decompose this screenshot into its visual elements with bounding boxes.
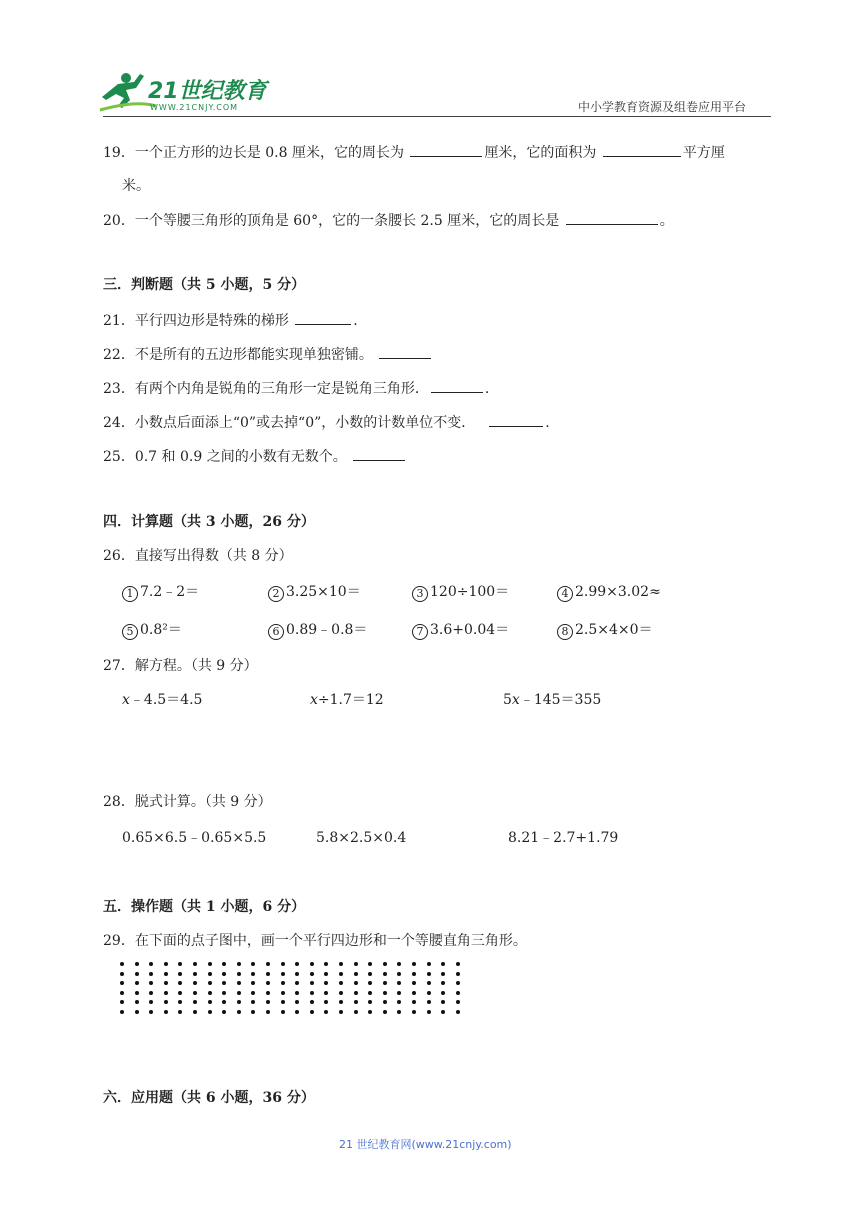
grid-dot xyxy=(178,981,182,985)
grid-dot xyxy=(383,1000,387,1004)
calc-item-4: 4 2.99×3.02≈ xyxy=(557,582,661,602)
grid-dot xyxy=(339,1000,343,1004)
grid-dot xyxy=(251,1000,255,1004)
grid-dot xyxy=(427,972,431,976)
grid-dot xyxy=(368,981,372,985)
grid-dot xyxy=(397,1000,401,1004)
grid-dot xyxy=(324,1000,328,1004)
grid-dot xyxy=(339,1010,343,1014)
grid-dot xyxy=(339,981,343,985)
calc-item-2: 2 3.25×10＝ xyxy=(268,582,361,602)
dot-grid[interactable] xyxy=(120,962,476,1016)
grid-dot xyxy=(281,991,285,995)
grid-dot xyxy=(135,1000,139,1004)
section-5-heading: 五．操作题（共 1 小题，6 分） xyxy=(103,899,306,915)
grid-dot xyxy=(208,1010,212,1014)
grid-dot xyxy=(456,962,460,966)
grid-dot xyxy=(164,962,168,966)
question-27: 27．解方程。（共 9 分） xyxy=(103,658,258,674)
grid-dot xyxy=(237,991,241,995)
grid-dot xyxy=(251,962,255,966)
grid-dot xyxy=(149,972,153,976)
question-19-cont: 米。 xyxy=(122,178,150,194)
grid-dot xyxy=(120,981,124,985)
grid-dot xyxy=(222,981,226,985)
grid-dot xyxy=(193,981,197,985)
calc-item-7: 7 3.6+0.04＝ xyxy=(412,620,509,640)
grid-dot xyxy=(310,991,314,995)
section-3-heading: 三．判断题（共 5 小题，5 分） xyxy=(103,277,306,293)
grid-dot xyxy=(178,991,182,995)
grid-dot xyxy=(310,1010,314,1014)
platform-title: 中小学教育资源及组卷应用平台 xyxy=(578,100,747,114)
grid-dot xyxy=(397,981,401,985)
question-21: 21．平行四边形是特殊的梯形 . xyxy=(103,310,358,331)
grid-dot xyxy=(368,991,372,995)
grid-dot xyxy=(324,972,328,976)
equation-2: x÷1.7＝12 xyxy=(310,692,384,708)
grid-dot xyxy=(222,1010,226,1014)
grid-dot xyxy=(178,962,182,966)
section-6-heading: 六．应用题（共 6 小题，36 分） xyxy=(103,1090,315,1106)
grid-dot xyxy=(412,981,416,985)
question-24: 24．小数点后面添上“0”或去掉“0”，小数的计数单位不变． . xyxy=(103,412,550,433)
grid-dot xyxy=(427,1010,431,1014)
grid-dot xyxy=(295,981,299,985)
grid-dot xyxy=(120,962,124,966)
grid-dot xyxy=(237,962,241,966)
grid-dot xyxy=(120,1000,124,1004)
grid-dot xyxy=(383,1010,387,1014)
grid-dot xyxy=(135,1010,139,1014)
grid-dot xyxy=(208,972,212,976)
grid-dot xyxy=(441,991,445,995)
grid-dot xyxy=(427,981,431,985)
grid-dot xyxy=(251,1010,255,1014)
grid-dot xyxy=(310,1000,314,1004)
grid-dot xyxy=(193,972,197,976)
grid-dot xyxy=(295,972,299,976)
grid-dot xyxy=(135,972,139,976)
question-28: 28．脱式计算。（共 9 分） xyxy=(103,794,272,810)
grid-dot xyxy=(164,1000,168,1004)
grid-dot xyxy=(208,991,212,995)
grid-dot xyxy=(120,1010,124,1014)
grid-dot xyxy=(178,972,182,976)
grid-dot xyxy=(324,1010,328,1014)
grid-dot xyxy=(339,962,343,966)
calc-item-3: 3 120÷100＝ xyxy=(412,582,509,602)
question-29: 29．在下面的点子图中，画一个平行四边形和一个等腰直角三角形。 xyxy=(103,933,527,949)
calc-item-6: 6 0.89﹣0.8＝ xyxy=(268,620,367,640)
grid-dot xyxy=(237,1000,241,1004)
grid-dot xyxy=(295,1000,299,1004)
expression-3: 8.21﹣2.7+1.79 xyxy=(508,830,619,846)
grid-dot xyxy=(222,972,226,976)
grid-dot xyxy=(354,962,358,966)
grid-dot xyxy=(222,1000,226,1004)
grid-dot xyxy=(310,972,314,976)
grid-dot xyxy=(222,991,226,995)
grid-dot xyxy=(135,962,139,966)
grid-dot xyxy=(397,1010,401,1014)
grid-dot xyxy=(310,981,314,985)
grid-dot xyxy=(149,1000,153,1004)
grid-dot xyxy=(208,962,212,966)
grid-dot xyxy=(149,1010,153,1014)
grid-dot xyxy=(339,972,343,976)
question-20: 20．一个等腰三角形的顶角是 60°，它的一条腰长 2.5 厘米，它的周长是 。 xyxy=(103,210,674,231)
grid-dot xyxy=(412,972,416,976)
grid-dot xyxy=(441,962,445,966)
svg-text:21世纪教育: 21世纪教育 xyxy=(148,79,267,104)
grid-dot xyxy=(412,1000,416,1004)
equation-1: x﹣4.5＝4.5 xyxy=(122,692,203,708)
grid-dot xyxy=(368,1000,372,1004)
answer-blank xyxy=(566,210,658,225)
calc-item-8: 8 2.5×4×0＝ xyxy=(557,620,653,640)
grid-dot xyxy=(412,962,416,966)
grid-dot xyxy=(456,1000,460,1004)
grid-dot xyxy=(281,962,285,966)
grid-dot xyxy=(281,981,285,985)
question-26: 26．直接写出得数（共 8 分） xyxy=(103,548,293,564)
grid-dot xyxy=(456,981,460,985)
answer-blank xyxy=(353,446,405,461)
grid-dot xyxy=(295,962,299,966)
question-25: 25．0.7 和 0.9 之间的小数有无数个。 xyxy=(103,446,407,467)
grid-dot xyxy=(193,962,197,966)
grid-dot xyxy=(193,1000,197,1004)
grid-dot xyxy=(310,962,314,966)
grid-dot xyxy=(237,1010,241,1014)
grid-dot xyxy=(120,991,124,995)
grid-dot xyxy=(281,1000,285,1004)
grid-dot xyxy=(324,991,328,995)
grid-dot xyxy=(178,1000,182,1004)
grid-dot xyxy=(281,1010,285,1014)
grid-dot xyxy=(120,972,124,976)
grid-dot xyxy=(427,1000,431,1004)
section-4-heading: 四．计算题（共 3 小题，26 分） xyxy=(103,514,315,530)
grid-dot xyxy=(456,991,460,995)
grid-dot xyxy=(251,972,255,976)
calc-item-5: 5 0.8²＝ xyxy=(122,620,182,640)
equation-3: 5x﹣145＝355 xyxy=(503,692,602,708)
question-22: 22．不是所有的五边形都能实现单独密铺。 xyxy=(103,344,433,365)
grid-dot xyxy=(397,962,401,966)
grid-dot xyxy=(441,1010,445,1014)
grid-dot xyxy=(266,1010,270,1014)
grid-dot xyxy=(208,981,212,985)
grid-dot xyxy=(324,981,328,985)
answer-blank xyxy=(379,344,431,359)
footer-link[interactable]: 21 世纪教育网(www.21cnjy.com) xyxy=(339,1138,512,1151)
grid-dot xyxy=(339,991,343,995)
grid-dot xyxy=(193,991,197,995)
grid-dot xyxy=(266,962,270,966)
grid-dot xyxy=(135,991,139,995)
grid-dot xyxy=(135,981,139,985)
answer-blank xyxy=(431,378,483,393)
grid-dot xyxy=(383,972,387,976)
grid-dot xyxy=(383,962,387,966)
grid-dot xyxy=(164,1010,168,1014)
grid-dot xyxy=(412,991,416,995)
grid-dot xyxy=(266,991,270,995)
grid-dot xyxy=(412,1010,416,1014)
grid-dot xyxy=(383,991,387,995)
grid-dot xyxy=(149,962,153,966)
grid-dot xyxy=(295,991,299,995)
grid-dot xyxy=(354,981,358,985)
grid-dot xyxy=(193,1010,197,1014)
grid-dot xyxy=(441,972,445,976)
grid-dot xyxy=(368,962,372,966)
grid-dot xyxy=(251,991,255,995)
grid-dot xyxy=(237,981,241,985)
grid-dot xyxy=(266,981,270,985)
grid-dot xyxy=(164,972,168,976)
grid-dot xyxy=(208,1000,212,1004)
grid-dot xyxy=(456,972,460,976)
grid-dot xyxy=(149,981,153,985)
header-divider xyxy=(103,116,771,117)
expression-2: 5.8×2.5×0.4 xyxy=(316,830,407,846)
grid-dot xyxy=(354,1010,358,1014)
grid-dot xyxy=(368,1010,372,1014)
calc-item-1: 1 7.2﹣2＝ xyxy=(122,582,199,602)
grid-dot xyxy=(397,972,401,976)
grid-dot xyxy=(354,1000,358,1004)
site-logo xyxy=(96,70,271,114)
grid-dot xyxy=(441,981,445,985)
grid-dot xyxy=(427,962,431,966)
grid-dot xyxy=(237,972,241,976)
grid-dot xyxy=(164,981,168,985)
grid-dot xyxy=(354,991,358,995)
grid-dot xyxy=(427,991,431,995)
grid-dot xyxy=(324,962,328,966)
grid-dot xyxy=(281,972,285,976)
answer-blank xyxy=(295,310,351,325)
question-19: 19．一个正方形的边长是 0.8 厘米，它的周长为 厘米，它的面积为 平方厘 xyxy=(103,142,725,163)
grid-dot xyxy=(178,1010,182,1014)
grid-dot xyxy=(383,981,387,985)
grid-dot xyxy=(251,981,255,985)
grid-dot xyxy=(368,972,372,976)
grid-dot xyxy=(354,972,358,976)
svg-text:WWW.21CNJY.COM: WWW.21CNJY.COM xyxy=(150,103,239,112)
answer-blank xyxy=(603,142,681,157)
grid-dot xyxy=(441,1000,445,1004)
grid-dot xyxy=(266,972,270,976)
grid-dot xyxy=(222,962,226,966)
answer-blank xyxy=(489,412,543,427)
grid-dot xyxy=(266,1000,270,1004)
grid-dot xyxy=(456,1010,460,1014)
grid-dot xyxy=(164,991,168,995)
grid-dot xyxy=(149,991,153,995)
grid-dot xyxy=(397,991,401,995)
grid-dot xyxy=(295,1010,299,1014)
answer-blank xyxy=(410,142,482,157)
question-23: 23．有两个内角是锐角的三角形一定是锐角三角形． . xyxy=(103,378,489,399)
expression-1: 0.65×6.5﹣0.65×5.5 xyxy=(122,830,267,846)
